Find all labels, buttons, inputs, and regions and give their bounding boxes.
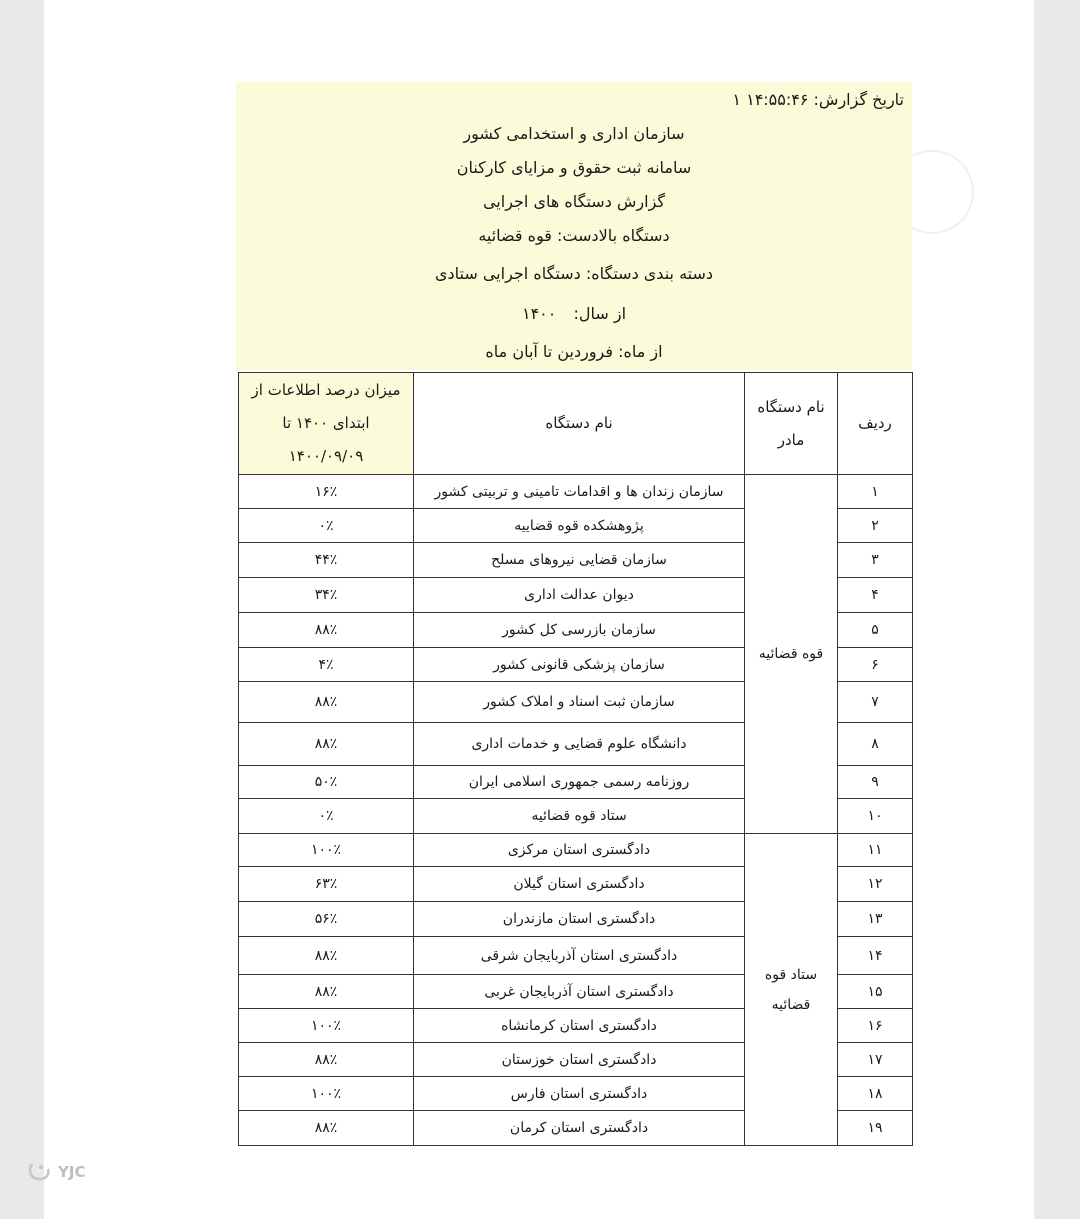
row-number-cell: ۲ xyxy=(838,509,913,543)
row-number-cell: ۹ xyxy=(838,766,913,799)
org-name-cell: سازمان ثبت اسناد و املاک کشور xyxy=(414,682,745,723)
percent-cell: ۸۸٪ xyxy=(239,1043,414,1077)
percent-cell: ۸۸٪ xyxy=(239,723,414,766)
org-name-cell: دادگستری استان فارس xyxy=(414,1077,745,1111)
row-number-cell: ۱۶ xyxy=(838,1009,913,1043)
yjc-watermark-text: YJC xyxy=(58,1163,86,1181)
row-number-cell: ۸ xyxy=(838,723,913,766)
parent-org-cell: ستاد قوه قضائیه xyxy=(745,834,838,1146)
row-number-cell: ۱۱ xyxy=(838,834,913,867)
row-number-cell: ۴ xyxy=(838,578,913,613)
org-name-cell: سازمان بازرسی کل کشور xyxy=(414,613,745,648)
row-number-cell: ۱۷ xyxy=(838,1043,913,1077)
percent-cell: ۰٪ xyxy=(239,799,414,834)
col-header-org-name: نام دستگاه xyxy=(414,373,745,475)
percent-cell: ۱۰۰٪ xyxy=(239,1009,414,1043)
percent-cell: ۸۸٪ xyxy=(239,937,414,975)
col-header-percent: میزان درصد اطلاعات از ابتدای ۱۴۰۰ تا ۱۴۰۰/۰۹/۰۹ xyxy=(239,373,414,475)
org-name-cell: دادگستری استان خوزستان xyxy=(414,1043,745,1077)
percent-cell: ۸۸٪ xyxy=(239,1111,414,1146)
percent-cell: ۱۰۰٪ xyxy=(239,834,414,867)
row-number-cell: ۱۹ xyxy=(838,1111,913,1146)
report-date-value: ۱۴:۵۵:۴۶ ۱ xyxy=(732,90,809,109)
percent-cell: ۸۸٪ xyxy=(239,975,414,1009)
org-name-cell: دادگستری استان گیلان xyxy=(414,867,745,902)
percent-cell: ۶۳٪ xyxy=(239,867,414,902)
yjc-watermark xyxy=(26,1160,85,1184)
year-value: ۱۴۰۰ xyxy=(521,304,557,323)
org-name-cell: دیوان عدالت اداری xyxy=(414,578,745,613)
percent-cell: ۱۶٪ xyxy=(239,475,414,509)
org-name-cell: دادگستری استان کرمانشاه xyxy=(414,1009,745,1043)
row-number-cell: ۳ xyxy=(838,543,913,578)
report-date xyxy=(732,90,904,109)
org-name-cell: سازمان پزشکی قانونی کشور xyxy=(414,648,745,682)
org-name-cell: پژوهشکده قوه قضاییه xyxy=(414,509,745,543)
table-row xyxy=(239,475,913,509)
row-number-cell: ۵ xyxy=(838,613,913,648)
row-number-cell: ۱۸ xyxy=(838,1077,913,1111)
row-number-cell: ۶ xyxy=(838,648,913,682)
org-name-cell: دادگستری استان آذربایجان غربی xyxy=(414,975,745,1009)
org-name-cell: ستاد قوه قضائیه xyxy=(414,799,745,834)
yjc-logo-icon xyxy=(26,1160,54,1184)
percent-cell: ۸۸٪ xyxy=(239,613,414,648)
org-name-cell: دانشگاه علوم قضایی و خدمات اداری xyxy=(414,723,745,766)
report-date-label: تاریخ گزارش: xyxy=(813,90,904,109)
row-number-cell: ۱۰ xyxy=(838,799,913,834)
table-body xyxy=(239,475,913,1146)
year-line xyxy=(236,304,912,323)
row-number-cell: ۷ xyxy=(838,682,913,723)
category-line: دسته بندی دستگاه: دستگاه اجرایی ستادی xyxy=(434,264,714,283)
org-name-cell: دادگستری استان مرکزی xyxy=(414,834,745,867)
percent-cell: ۵۶٪ xyxy=(239,902,414,937)
percent-cell: ۱۰۰٪ xyxy=(239,1077,414,1111)
parent-org-line: دستگاه بالادست: قوه قضائیه xyxy=(478,226,670,245)
row-number-cell: ۱۴ xyxy=(838,937,913,975)
report-table xyxy=(238,372,913,1146)
col-header-parent-org: نام دستگاه مادر xyxy=(745,373,838,475)
year-label: از سال: xyxy=(573,304,627,323)
percent-cell: ۸۸٪ xyxy=(239,682,414,723)
org-name-cell: سازمان قضایی نیروهای مسلح xyxy=(414,543,745,578)
org-name-cell: روزنامه رسمی جمهوری اسلامی ایران xyxy=(414,766,745,799)
org-name-cell: دادگستری استان کرمان xyxy=(414,1111,745,1146)
row-number-cell: ۱۲ xyxy=(838,867,913,902)
parent-org-cell: قوه قضائیه xyxy=(745,475,838,834)
org-name: سازمان اداری و استخدامی کشور xyxy=(463,124,685,143)
percent-cell: ۴۴٪ xyxy=(239,543,414,578)
org-name-cell: دادگستری استان آذربایجان شرقی xyxy=(414,937,745,975)
table-row xyxy=(239,834,913,867)
row-number-cell: ۱۳ xyxy=(838,902,913,937)
months-line: از ماه: فروردین تا آبان ماه xyxy=(485,342,663,361)
org-name-cell: دادگستری استان مازندران xyxy=(414,902,745,937)
col-header-row-no: ردیف xyxy=(838,373,913,475)
percent-cell: ۵۰٪ xyxy=(239,766,414,799)
percent-cell: ۳۴٪ xyxy=(239,578,414,613)
report-title: گزارش دستگاه های اجرایی xyxy=(482,192,666,211)
org-name-cell: سازمان زندان ها و اقدامات تامینی و تربیتی کشور xyxy=(414,475,745,509)
row-number-cell: ۱ xyxy=(838,475,913,509)
percent-cell: ۰٪ xyxy=(239,509,414,543)
report-header xyxy=(236,82,912,370)
row-number-cell: ۱۵ xyxy=(838,975,913,1009)
system-name: سامانه ثبت حقوق و مزایای کارکنان xyxy=(456,158,692,177)
percent-cell: ۴٪ xyxy=(239,648,414,682)
table-header-row xyxy=(239,373,913,475)
